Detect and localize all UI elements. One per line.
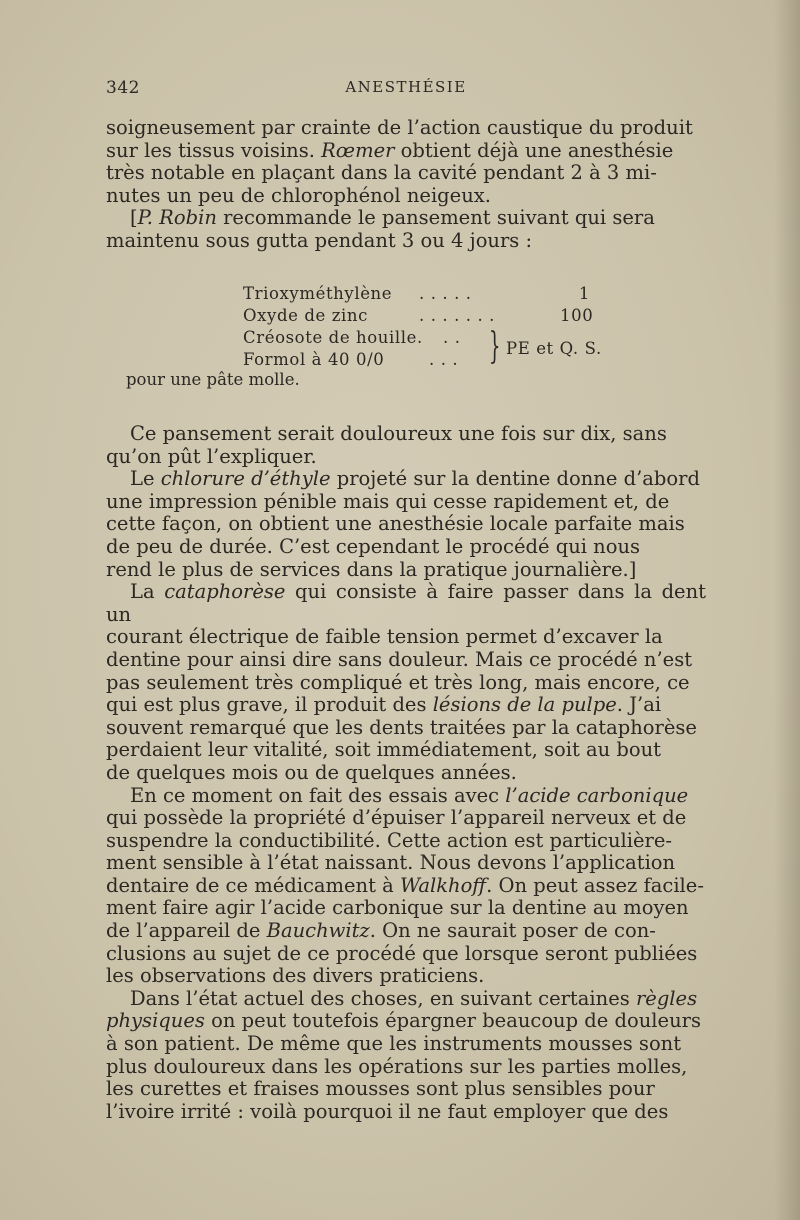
text-line: qu’on pût l’expliquer. [106,444,317,468]
text-line: qui est plus grave, il produit des lésions de la pulpe. J’ai [106,693,662,717]
text-line: de quelques mois ou de quelques années. [106,760,517,784]
formula-row [243,305,643,327]
formula-note: pour une pâte molle. [126,370,300,389]
body-text [106,423,706,1123]
author-name: P. Robin [137,206,217,230]
text-line: ment sensible à l’état naissant. Nous devons l’application [106,851,676,875]
text-line: Dans l’état actuel des choses, en suivant certaines règles [130,986,698,1010]
text-line: En ce moment on fait des essais avec l’acide carbonique [130,783,689,807]
text-line: dentaire de ce médicament à Walkhoff. On peut assez facile- [106,873,704,897]
text-line: cette façon, on obtient une anesthésie locale parfaite mais [106,512,685,536]
text-line: à son patient. De même que les instruments mousses sont [106,1032,682,1056]
italic-term: lésions de la pulpe [432,693,617,717]
text-line: les curettes et fraises mousses sont plus sensibles pour [106,1077,655,1101]
dressing-formula [243,283,643,371]
ingredient-name: Trioxyméthylène [243,284,393,303]
intro-paragraph [106,117,706,253]
text-line: de l’appareil de Bauchwitz. On ne saurait poser de con- [106,919,656,943]
text-line: nutes un peu de chlorophénol neigeux. [106,183,491,207]
text-line: dentine pour ainsi dire sans douleur. Mais ce procédé n’est [106,647,693,671]
text-line: suspendre la conductibilité. Cette action est particulière- [106,828,672,852]
text-line: [P. Robin recommande le pansement suivant qui sera [130,206,655,230]
text-line: maintenu sous gutta pendant 3 ou 4 jours : [106,228,533,252]
text-line: très notable en plaçant dans la cavité pendant 2 à 3 mi- [106,161,657,185]
text-line: rend le plus de services dans la pratique journalière.] [106,557,637,581]
leader-dots: . . . . . [419,284,472,303]
running-title: ANESTHÉSIE [345,78,467,96]
ingredient-name: Formol à 40 0/0 [243,350,385,369]
page-number: 342 [106,78,140,98]
text-line: de peu de durée. C’est cependant le procédé qui nous [106,534,641,558]
text-line: sur les tissus voisins. Rœmer obtient déjà une anesthésie [106,138,674,162]
text-line: Le chlorure d’éthyle projeté sur la dentine donne d’abord [130,467,700,491]
text-line: les observations des divers praticiens. [106,964,485,988]
italic-term: chlorure d’éthyle [160,467,331,491]
italic-term: l’acide carbonique [505,783,689,807]
text-line: plus douloureux dans les opérations sur les parties molles, [106,1054,688,1078]
author-name: Rœmer [321,138,395,162]
text-line: perdaient leur vitalité, soit immédiatement, soit au bout [106,738,661,762]
italic-term: règles [635,986,698,1010]
text-line: pas seulement très compliqué et très long, mais encore, ce [106,670,690,694]
text-line: une impression pénible mais qui cesse rapidement et, de [106,489,670,513]
ingredient-quantity: 100 [560,306,594,325]
ingredient-name: Oxyde de zinc [243,306,368,325]
text-line: l’ivoire irrité : voilà pourquoi il ne faut employer que des [106,1099,669,1123]
text-line: souvent remarqué que les dents traitées par la cataphorèse [106,715,697,739]
text-line: qui possède la propriété d’épuiser l’appareil nerveux et de [106,806,687,830]
italic-term: physiques [106,1009,205,1033]
author-name: Bauchwitz [266,919,370,943]
text-line: physiques on peut toutefois épargner beaucoup de douleurs [106,1009,701,1033]
formula-row [243,283,643,305]
page-header [106,78,706,102]
leader-dots: . . [443,328,461,347]
italic-term: cataphorèse [164,580,286,604]
text-line: soigneusement par crainte de l’action caustique du produit [106,116,693,139]
page-edge-shadow [774,0,800,1220]
text-line: La cataphorèse qui consiste à faire passer dans la dent un [106,580,706,626]
text-line: ment faire agir l’acide carbonique sur la dentine au moyen [106,896,689,920]
text-line: Ce pansement serait douloureux une fois sur dix, sans [130,422,667,445]
ingredient-quantity: 1 [578,284,590,303]
curly-brace: } [489,326,501,367]
quantity-sufficient: PE et Q. S. [506,339,602,358]
text-line: clusions au sujet de ce procédé que lorsque seront publiées [106,941,698,965]
author-name: Walkhoff [399,873,487,897]
text-line: courant électrique de faible tension permet d’excaver la [106,625,663,649]
leader-dots: . . . . . . . [419,306,495,325]
ingredient-name: Créosote de houille. [243,328,423,347]
leader-dots: . . . [429,350,459,369]
